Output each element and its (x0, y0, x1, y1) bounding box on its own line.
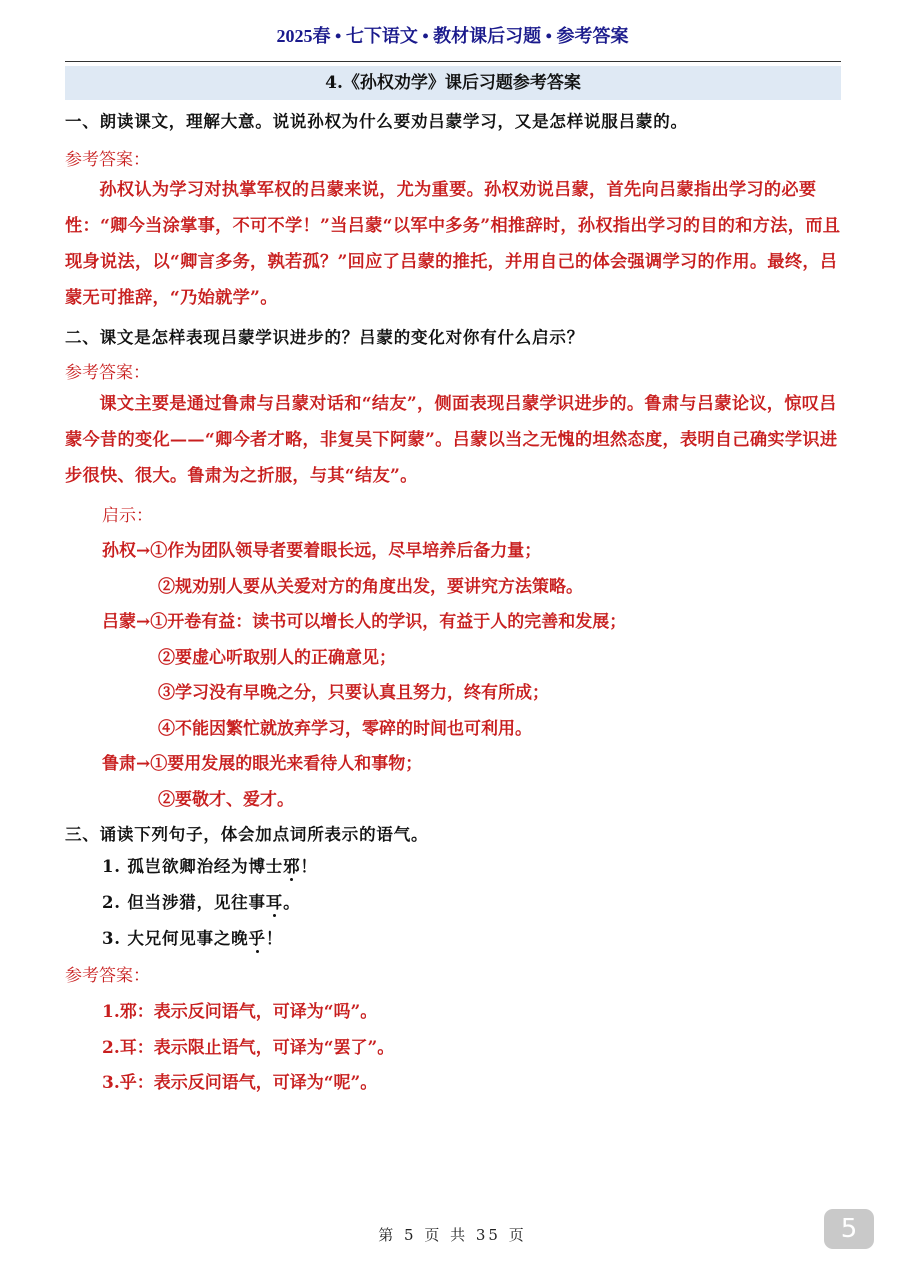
question-3: 三、诵读下列句子，体会加点词所表示的语气。 (65, 825, 429, 844)
insight-item: 吕蒙→①开卷有益：读书可以增长人的学识，有益于人的完善和发展； (102, 612, 627, 632)
insight-item: ④不能因繁忙就放弃学习，零碎的时间也可利用。 (158, 719, 532, 739)
sentence-3: 3. 大兄何见事之晚乎！ (102, 929, 284, 948)
answer-label-1: 参考答案： (65, 150, 150, 170)
insight-item: ②规劝别人要从关爱对方的角度出发，要讲究方法策略。 (158, 577, 583, 597)
insight-item: ③学习没有早晚之分，只要认真且努力，终有所成； (158, 683, 549, 703)
dotted-word: 邪 (283, 857, 301, 876)
dotted-word: 耳 (265, 893, 284, 912)
answer-1: 孙权认为学习对执掌军权的吕蒙来说，尤为重要。孙权劝说吕蒙，首先向吕蒙指出学习的必要性：“卿今当涂掌事，不可不学！”当吕蒙“以军中多务”相推辞时，孙权指出学习的目的和方法，而且现身说法，以“卿言多务，孰若孤？”回应了吕蒙的推托，并用自己的体会强调学习的作用。最终，吕蒙无可推辞，“乃始就学”。 (65, 180, 841, 308)
question-2: 二、课文是怎样表现吕蒙学识进步的？吕蒙的变化对你有什么启示？ (65, 328, 584, 347)
page-number-badge: 5 (824, 1209, 874, 1249)
answer-3-item: 2.耳：表示限止语气，可译为“罢了”。 (102, 1038, 395, 1058)
page-footer: 第 5 页 共 35 页 (378, 1226, 527, 1244)
insight-label: 启示： (102, 506, 153, 526)
header-divider (65, 61, 841, 62)
insight-item: ②要虚心听取别人的正确意见； (158, 648, 396, 668)
answer-label-3: 参考答案： (65, 966, 150, 986)
sentence-2: 2. 但当涉猎，见往事耳。 (102, 893, 301, 912)
insight-item: 孙权→①作为团队领导者要着眼长远，尽早培养后备力量； (102, 541, 542, 561)
answer-3-item: 1.邪：表示反问语气，可译为“吗”。 (102, 1002, 378, 1022)
document-header: 2025春 • 七下语文 • 教材课后习题 • 参考答案 (276, 26, 629, 46)
answer-label-2: 参考答案： (65, 363, 150, 383)
answer-3-item: 3.乎：表示反问语气，可译为“呢”。 (102, 1073, 378, 1093)
sentence-1: 1. 孤岂欲卿治经为博士邪！ (102, 857, 318, 876)
insight-item: ②要敬才、爱才。 (158, 790, 294, 810)
section-title: 4.《孙权劝学》课后习题参考答案 (65, 66, 841, 100)
insight-item: 鲁肃→①要用发展的眼光来看待人和事物； (102, 754, 423, 774)
answer-2: 课文主要是通过鲁肃与吕蒙对话和“结友”，侧面表现吕蒙学识进步的。鲁肃与吕蒙论议，惊叹吕蒙今昔的变化——“卿今者才略，非复吴下阿蒙”。吕蒙以当之无愧的坦然态度，表明自己确实学识进步很快、很大。鲁肃为之折服，与其“结友”。 (65, 394, 838, 486)
question-1: 一、朗读课文，理解大意。说说孙权为什么要劝吕蒙学习，又是怎样说服吕蒙的。 (65, 112, 688, 131)
dotted-word: 乎 (248, 929, 266, 948)
